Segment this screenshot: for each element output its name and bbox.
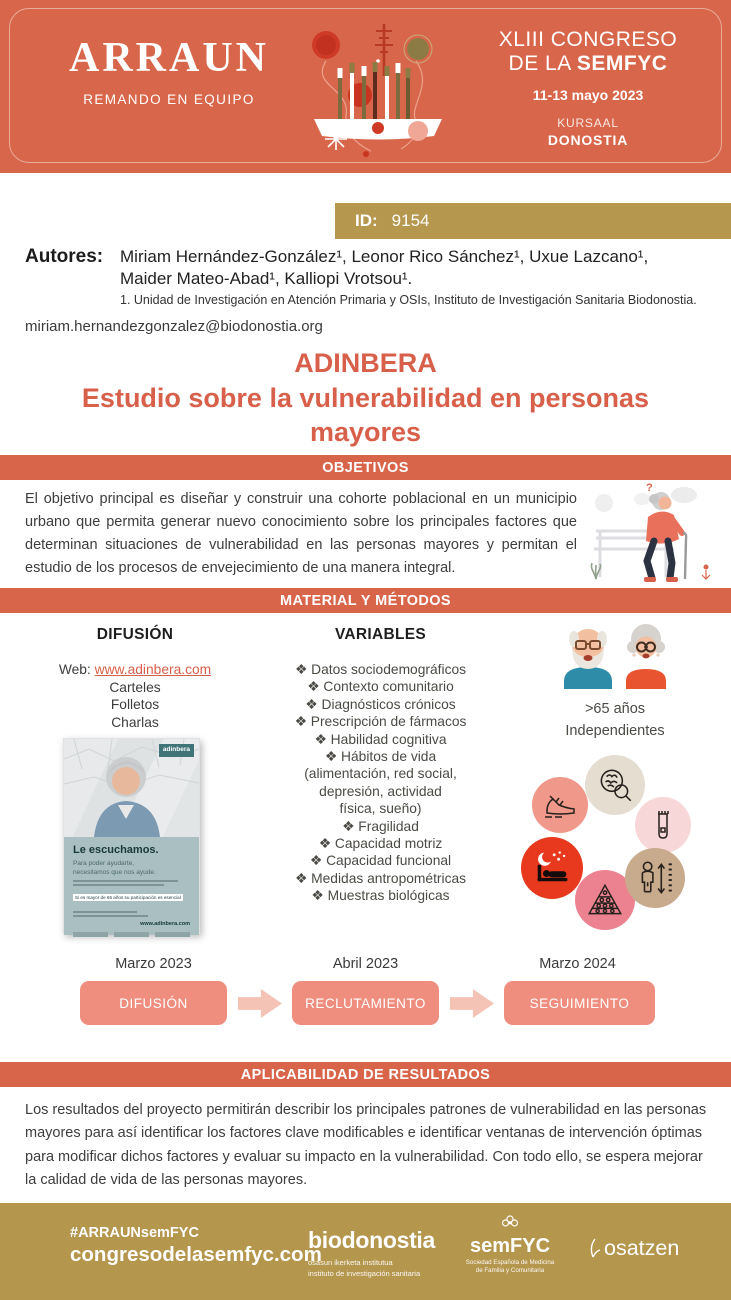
section-heading-metodos: MATERIAL Y MÉTODOS	[0, 588, 731, 613]
difusion-item: Charlas	[111, 714, 159, 730]
difusion-web-line	[35, 661, 235, 679]
arrow-right-icon	[450, 989, 494, 1018]
flyer-photo	[64, 739, 199, 837]
biodonostia-sub1: osasun ikerketa institutua	[308, 1258, 393, 1267]
variable-item: ❖ Muestras biológicas	[311, 888, 450, 904]
flyer-subline-1: Para poder ayudarte,	[73, 860, 135, 867]
osatzen-logo	[588, 1236, 679, 1261]
web-label: Web:	[58, 662, 95, 677]
arraun-logo-title: ARRAUN	[69, 35, 269, 81]
biodonostia-logo-sub	[308, 1258, 435, 1279]
variable-item: ❖ Habilidad cognitiva	[314, 731, 447, 747]
variable-item: ❖ Capacidad motriz	[318, 836, 443, 852]
semfyc-logo	[455, 1215, 565, 1275]
authors-block	[25, 246, 720, 307]
variable-item: ❖ Hábitos de vida	[324, 749, 437, 765]
biodonostia-logo-name: biodonostia	[308, 1227, 436, 1253]
variable-item: ❖ Fragilidad	[342, 818, 419, 834]
congress-venue: KURSAAL	[557, 116, 619, 130]
flyer-brand: adinbera	[162, 746, 190, 753]
semfyc-flower-icon	[500, 1215, 520, 1229]
running-shoe-icon	[532, 777, 588, 833]
variable-item: ❖ Contexto comunitario	[307, 679, 454, 695]
variable-item-continuation: física, sueño)	[339, 801, 422, 817]
id-bar	[335, 203, 731, 239]
poster-title	[0, 347, 731, 449]
biodonostia-logo	[308, 1227, 435, 1279]
sleep-bed-icon	[521, 837, 583, 899]
objetivos-body: El objetivo principal es diseñar y construir una cohorte poblacional en un municipio urbano que permita generar nuevo conocimiento sobre los principales factores que determinan situaciones de vulnerabilidad en las personas mayores y permitan el estudio de los procesos de envejecimiento de una manera integral.	[25, 491, 577, 576]
flyer-subline	[73, 860, 190, 878]
congress-line2-bold: SEMFYC	[576, 52, 668, 75]
flyer-highlight: Si es mayor de 65 años su participación es esencial	[75, 894, 181, 900]
aplicabilidad-body: Los resultados del proyecto permitirán describir los principales patrones de vulnerabilidad en las personas mayores para así identificar los factores clave modificables e identificar ventanas de intervención óptimas para modificar dichos factores y evaluar su impacto en la vulnerabilidad. Con todo ello, se espera mejorar la calidad de vida de las personas mayores.	[25, 1102, 707, 1189]
timeline-step-difusion: DIFUSIÓN	[80, 981, 227, 1025]
congress-title-line2	[471, 52, 705, 76]
adinbera-flyer-thumbnail	[63, 738, 200, 934]
authors-names-line1: Miriam Hernández-González¹, Leonor Rico Sánchez¹, Uxue Lazcano¹,	[120, 247, 649, 266]
section-heading-aplicabilidad: APLICABILIDAD DE RESULTADOS	[0, 1062, 731, 1087]
footer-congress-links	[70, 1225, 322, 1267]
variable-item: ❖ Diagnósticos crónicos	[305, 696, 456, 712]
congress-title-line1: XLIII CONGRESO	[498, 28, 678, 51]
difusion-heading: DIFUSIÓN	[96, 626, 174, 643]
authors-label: Autores:	[25, 246, 104, 267]
variable-item: ❖ Medidas antropométricas	[294, 870, 467, 886]
elderly-woman-walking-icon	[584, 479, 725, 585]
cohort-description	[530, 699, 700, 743]
authors-names-line2: Maider Mateo-Abad¹, Kalliopi Vrotsou¹.	[120, 269, 413, 289]
cohort-label: Independientes	[565, 722, 665, 739]
poster-title-line1: ADINBERA	[294, 348, 437, 378]
semfyc-sub2: de Familia y Comunitaria	[475, 1267, 545, 1275]
congress-info	[471, 28, 705, 148]
height-measure-icon	[625, 848, 685, 908]
flyer-footer-logos	[73, 932, 190, 937]
id-value: 9154	[391, 211, 430, 230]
authors-affiliation: 1. Unidad de Investigación en Atención Primaria y OSIs, Instituto de Investigación Sanitaria Biodonostia.	[120, 293, 697, 308]
timeline-date-2: Abril 2023	[332, 956, 399, 972]
rowing-boat-icon	[296, 16, 461, 161]
arraun-logo	[38, 34, 300, 107]
variable-item: ❖ Datos sociodemográficos	[294, 662, 467, 677]
variables-list	[253, 661, 508, 905]
variable-item-continuation: (alimentación, red social,	[304, 766, 457, 782]
semfyc-logo-sub	[455, 1259, 565, 1275]
semfyc-logo-name: semFYC	[469, 1235, 551, 1257]
footer-hashtag: #ARRAUNsemFYC	[70, 1225, 199, 1241]
congress-dates: 11-13 mayo 2023	[532, 87, 644, 103]
biodonostia-sub2: instituto de investigación sanitaria	[308, 1268, 421, 1278]
test-tube-icon	[635, 797, 691, 853]
id-label: ID:	[355, 211, 378, 230]
cohort-age: >65 años	[584, 701, 646, 717]
footer-website: congresodelasemfyc.com	[70, 1243, 322, 1266]
osatzen-logo-name: osatzen	[604, 1236, 680, 1260]
elderly-couple-icon	[556, 617, 678, 689]
contact-email: miriam.hernandezgonzalez@biodonostia.org	[25, 318, 323, 335]
variable-item: ❖ Capacidad funcional	[309, 853, 452, 869]
section-heading-objetivos: OBJETIVOS	[0, 455, 731, 480]
variable-item: ❖ Prescripción de fármacos	[294, 714, 467, 730]
footer-banner	[0, 1203, 731, 1300]
difusion-list	[35, 661, 235, 731]
flyer-text-area	[64, 837, 199, 935]
flyer-fineprint-bar	[73, 915, 148, 917]
arraun-logo-subtitle: REMANDO EN EQUIPO	[83, 92, 255, 107]
difusion-item: Carteles	[109, 679, 161, 695]
flyer-fineprint-bar	[73, 911, 137, 913]
brain-magnifier-icon	[585, 755, 645, 815]
flyer-fineprint-bar	[73, 880, 178, 882]
difusion-item: Folletos	[110, 697, 160, 712]
flyer-brand-badge	[159, 744, 194, 757]
header-banner	[0, 0, 731, 173]
osatzen-leaf-icon	[588, 1237, 602, 1261]
flyer-headline: Le escuchamos.	[73, 844, 159, 856]
variables-heading: VARIABLES	[334, 626, 427, 643]
authors-names-wrap	[120, 246, 697, 307]
variable-item-continuation: depresión, actividad	[319, 783, 442, 799]
semfyc-sub1: Sociedad Española de Medicina	[465, 1259, 555, 1266]
timeline-step-seguimiento: SEGUIMIENTO	[504, 981, 655, 1025]
poster-title-line2: Estudio sobre la vulnerabilidad en personas mayores	[81, 382, 650, 447]
congress-line2-prefix: DE LA	[508, 52, 577, 75]
arrow-right-icon	[238, 989, 282, 1018]
congress-city: DONOSTIA	[547, 132, 629, 148]
timeline-step-reclutamiento: RECLUTAMIENTO	[292, 981, 439, 1025]
flyer-subline-2: necesitamos que nos ayude.	[73, 868, 156, 876]
svg-text:?: ?	[646, 482, 653, 494]
timeline-date-1: Marzo 2023	[115, 956, 192, 972]
timeline-date-3: Marzo 2024	[539, 956, 616, 972]
flyer-url: www.adinbera.com	[140, 920, 190, 927]
adinbera-web-link[interactable]: www.adinbera.com	[94, 662, 212, 677]
